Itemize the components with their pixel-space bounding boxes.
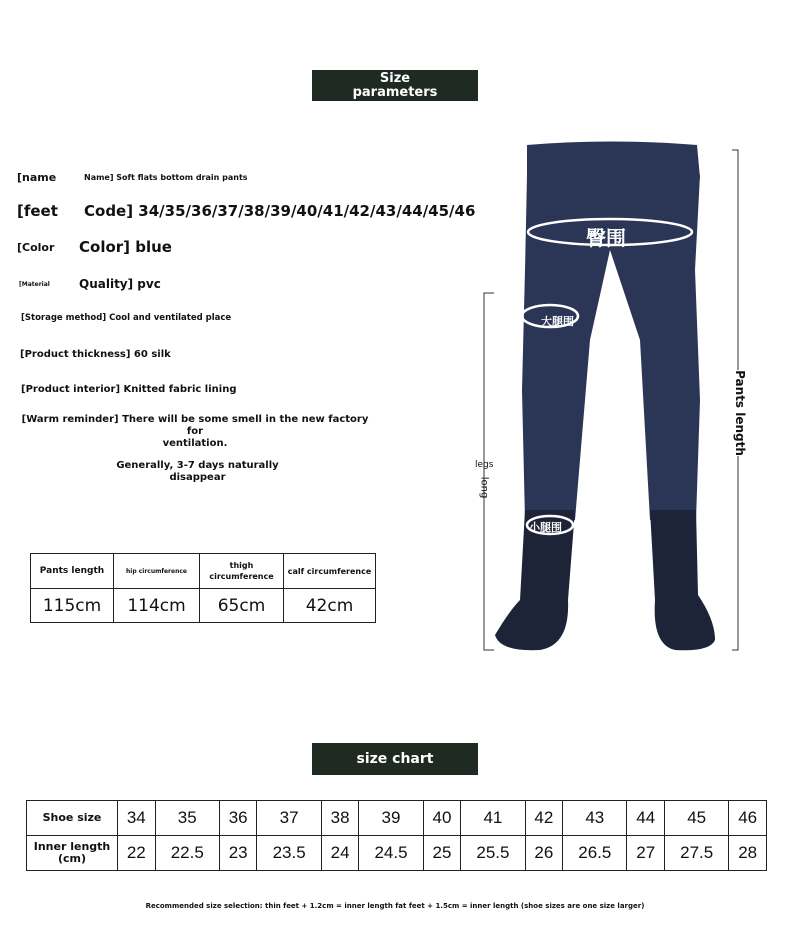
inner-length-cell: 24.5 [359, 836, 423, 871]
spec-feet-value: Code] 34/35/36/37/38/39/40/41/42/43/44/45/46 [84, 202, 476, 220]
reminder-line4: disappear [169, 472, 226, 483]
header-calf: calf circumference [284, 554, 376, 589]
spec-name-label: [name [17, 171, 57, 184]
spec-color-value: Color] blue [79, 238, 172, 256]
params-value-row [31, 589, 376, 623]
reminder-line3: Generally, 3-7 days naturally [116, 460, 279, 471]
shoe-size-cell: 41 [461, 801, 525, 836]
inner-length-cell: 25 [423, 836, 461, 871]
inner-length-cell: 27.5 [665, 836, 729, 871]
value-thigh: 65cm [200, 589, 284, 623]
label-long: long [478, 476, 490, 499]
shoe-size-cell: 37 [257, 801, 321, 836]
label-calf: 小腿围 [529, 521, 562, 534]
banner-line1: Size [379, 70, 411, 86]
spec-material-value: Quality] pvc [79, 277, 161, 291]
shoe-size-cell: 42 [525, 801, 563, 836]
spec-feet-label: [feet [17, 202, 58, 220]
shoe-size-label: Shoe size [27, 801, 118, 836]
shoe-size-cell: 34 [118, 801, 156, 836]
value-hip: 114cm [114, 589, 200, 623]
shoe-size-cell: 45 [665, 801, 729, 836]
spec-thickness: [Product thickness] 60 silk [20, 349, 171, 360]
inner-length-label: Inner length (cm) [27, 836, 118, 871]
size-chart-title: size chart [356, 751, 434, 767]
header-hip: hip circumference [114, 554, 200, 589]
label-hip: 臀围 [586, 226, 626, 250]
inner-length-cell: 23 [219, 836, 257, 871]
shoe-size-cell: 40 [423, 801, 461, 836]
size-chart-table [26, 800, 767, 871]
shoe-size-cell: 43 [563, 801, 627, 836]
params-table [30, 553, 376, 623]
reminder-line2: ventilation. [162, 438, 228, 449]
label-legs: legs [475, 460, 494, 470]
spec-color-label: [Color [17, 241, 55, 254]
inner-length-cell: 22 [118, 836, 156, 871]
inner-length-cell: 27 [627, 836, 665, 871]
size-chart-banner [312, 743, 478, 775]
shoe-size-cell: 35 [155, 801, 219, 836]
inner-length-cell: 25.5 [461, 836, 525, 871]
header-thigh: thigh circumference [200, 554, 284, 589]
shoe-size-cell: 36 [219, 801, 257, 836]
inner-length-cell: 26.5 [563, 836, 627, 871]
warm-reminder [20, 414, 370, 484]
inner-length-cell: 23.5 [257, 836, 321, 871]
spec-storage: [Storage method] Cool and ventilated place [21, 313, 232, 323]
inner-length-cell: 26 [525, 836, 563, 871]
inner-length-cell: 24 [321, 836, 359, 871]
banner-line2: parameters [352, 84, 438, 100]
inner-length-row [27, 836, 767, 871]
inner-length-cell: 28 [729, 836, 767, 871]
shoe-size-cell: 44 [627, 801, 665, 836]
value-calf: 42cm [284, 589, 376, 623]
spec-material-label: [Material [19, 281, 50, 288]
size-parameters-banner [312, 70, 478, 101]
header-pants-length: Pants length [31, 554, 114, 589]
shoe-size-cell: 39 [359, 801, 423, 836]
label-pants-length: Pants length [732, 370, 747, 456]
params-header-row [31, 554, 376, 589]
label-thigh: 大腿围 [541, 315, 574, 328]
reminder-line1: [Warm reminder] There will be some smell in the new factory for [21, 414, 369, 437]
inner-length-cell: 22.5 [155, 836, 219, 871]
shoe-size-cell: 46 [729, 801, 767, 836]
waders-product-image [470, 140, 770, 660]
shoe-size-cell: 38 [321, 801, 359, 836]
spec-interior: [Product interior] Knitted fabric lining [21, 384, 237, 395]
size-recommendation-note: Recommended size selection: thin feet + 1.2cm = inner length fat feet + 1.5cm = inner length (shoe sizes are one size larger) [145, 902, 645, 910]
shoe-size-row [27, 801, 767, 836]
spec-name-value: Name] Soft flats bottom drain pants [84, 173, 248, 182]
value-pants-length: 115cm [31, 589, 114, 623]
